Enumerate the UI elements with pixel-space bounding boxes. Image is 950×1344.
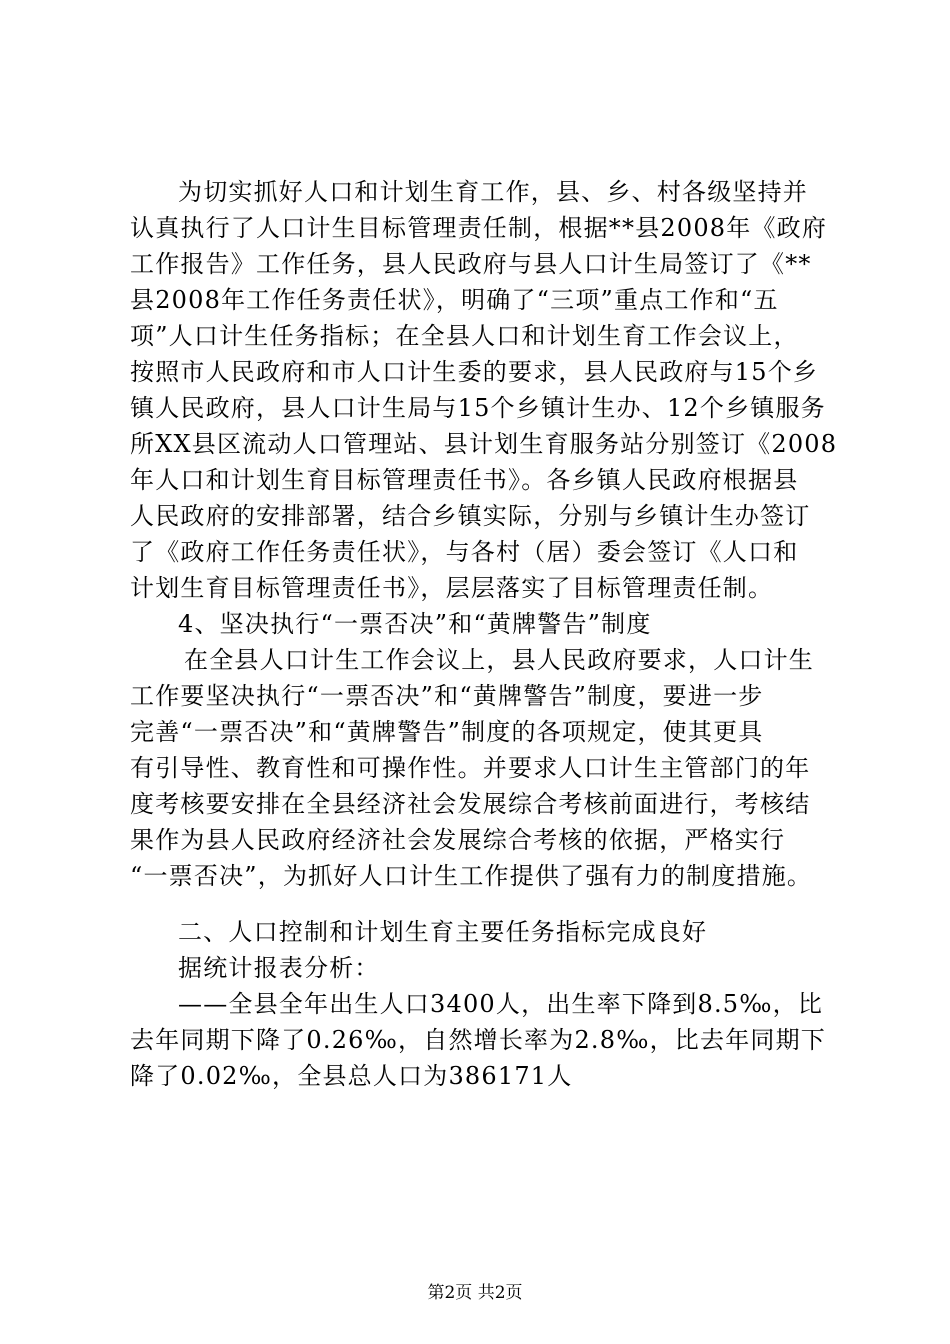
paragraph-1-line-5: 项”人口计生任务指标；在全县人口和计划生育工作会议上， [130,322,799,350]
paragraph-2-line-6: 果作为县人民政府经济社会发展综合考核的依据，严格实行 [130,826,786,854]
paragraph-1-line-2: 认真执行了人口计生目标管理责任制，根据**县2008年《政府 [130,214,828,242]
paragraph-2-line-2: 工作要坚决执行“一票否决”和“黄牌警告”制度，要进一步 [130,682,764,710]
paragraph-2-line-7: “一票否决”，为抓好人口计生工作提供了强有力的制度措施。 [130,862,813,890]
paragraph-1-line-3: 工作报告》工作任务，县人民政府与县人口计生局签订了《** [130,250,812,278]
paragraph-1-line-12: 计划生育目标管理责任书》，层层落实了目标管理责任制。 [130,574,774,602]
page-footer: 第2页 共2页 [427,1283,523,1303]
section-heading-4: 4、坚决执行“一票否决”和“黄牌警告”制度 [178,610,652,638]
paragraph-2-line-3: 完善“一票否决”和“黄牌警告”制度的各项规定，使其更具 [130,718,764,746]
stats-line-1: ——全县全年出生人口3400人，出生率下降到8.5‰，比 [178,990,824,1018]
paragraph-1-line-6: 按照市人民政府和市人口计生委的要求，县人民政府与15个乡 [130,358,819,386]
paragraph-1-line-10: 人民政府的安排部署，结合乡镇实际，分别与乡镇计生办签订 [130,502,811,530]
paragraph-2-line-4: 有引导性、教育性和可操作性。并要求人口计生主管部门的年 [130,754,811,782]
stats-intro: 据统计报表分析： [178,954,380,982]
stats-line-2: 去年同期下降了0.26‰，自然增长率为2.8‰，比去年同期下 [130,1026,827,1054]
paragraph-1-line-4: 县2008年工作任务责任状》，明确了“三项”重点工作和“五 [130,286,779,314]
paragraph-1-line-9: 年人口和计划生育目标管理责任书》。各乡镇人民政府根据县 [130,466,799,494]
paragraph-1-line-1: 为切实抓好人口和计划生育工作，县、乡、村各级坚持并 [178,178,808,206]
paragraph-1-line-8: 所XX县区流动人口管理站、县计划生育服务站分别签订《2008 [130,430,838,458]
section-heading-2: 二、人口控制和计划生育主要任务指标完成良好 [178,918,708,946]
paragraph-2-line-5: 度考核要安排在全县经济社会发展综合考核前面进行，考核结 [130,790,811,818]
paragraph-1-line-11: 了《政府工作任务责任状》，与各村（居）委会签订《人口和 [130,538,799,566]
paragraph-1-line-7: 镇人民政府，县人口计生局与15个乡镇计生办、12个乡镇服务 [130,394,826,422]
stats-line-3: 降了0.02‰，全县总人口为386171人 [130,1062,573,1090]
paragraph-2-line-1: 在全县人口计生工作会议上，县人民政府要求，人口计生 [184,646,814,674]
